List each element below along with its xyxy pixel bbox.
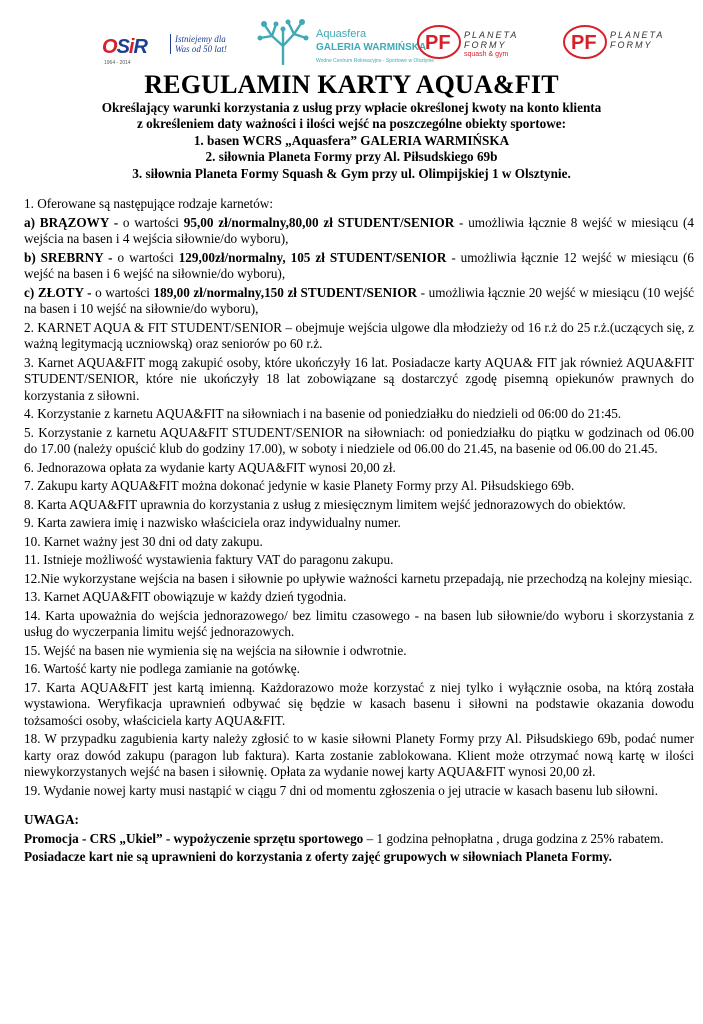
subtitle-line: 1. basen WCRS „Aquasfera” GALERIA WARMIŃSKA [193, 132, 510, 148]
uwaga-heading [24, 812, 694, 829]
rule-paragraph: 6. Jednorazowa opłata za wydanie karty AQUA&FIT wynosi 20,00 zł. [24, 459, 396, 475]
subtitle-line: z określeniem daty ważności i ilości wejść na poszczególne obiekty sportowe: [136, 116, 567, 132]
rule-paragraph: 9. Karta zawiera imię i nazwisko właściciela oraz indywidualny numer. [24, 515, 401, 530]
rule-paragraph: 11. Istnieje możliwość wystawienia faktury VAT do paragonu zakupu. [24, 552, 394, 567]
rule-paragraph: 14. Karta upoważnia do wejścia jednorazowego/ bez limitu czasowego - na basen lub siłownie/do wyboru i skorzystania z usług do wyczerpania limitu wejść jednorazowych. [24, 607, 694, 639]
rules-list [24, 320, 694, 800]
regulations-body [24, 196, 694, 868]
planeta-formy-squash-logo [416, 20, 536, 68]
rule-paragraph: 12.Nie wykorzystane wejścia na basen i siłownie po upływie ważności karnetu przepadają, nie przechodzą na kolejny miesiąc. [24, 570, 693, 586]
card-desc: - umożliwia łącznie 20 wejść w miesiącu (10 wejść na basen i 10 wejść na siłownie/do wyboru), [24, 284, 694, 316]
card-gold [24, 285, 694, 318]
osir-logo [102, 34, 227, 66]
aquasfera-line2: GALERIA WARMIŃSKA [316, 42, 427, 53]
subtitle-line: 2. siłownia Planeta Formy przy Al. Piłsudskiego 69b [205, 149, 498, 165]
uwaga-section [24, 812, 694, 866]
card-desc: - umożliwia łącznie 8 wejść w miesiącu (4 wejścia na basen i 4 wejścia siłownie/do wyboru), [24, 214, 694, 246]
card-silver [24, 250, 694, 283]
rule-paragraph: 3. Karnet AQUA&FIT mogą zakupić osoby, które ukończyły 16 lat. Posiadacze karty AQUA& FIT jak również AQUA&FIT STUDENT/SENIOR, które nie ukończyły 18 lat zobowiązane są dostarczyć zgodę pisemną opiekunów prawnych do korzystania z siłowni. [24, 354, 694, 403]
card-price: 129,00zł/normalny, 105 zł STUDENT/SENIOR [178, 249, 447, 265]
note-paragraph [24, 849, 694, 866]
aquasfera-name [316, 28, 426, 54]
coral-tree-icon [254, 16, 312, 66]
card-label: c) ZŁOTY - [24, 284, 92, 300]
logo-bar [96, 14, 676, 74]
document-subtitle [40, 100, 663, 182]
card-pre: o wartości [91, 284, 154, 300]
note-text: Posiadacze kart nie są uprawnieni do korzystania z oferty zajęć grupowych w siłowniach Planeta Formy. [24, 849, 612, 864]
rule-paragraph: 2. KARNET AQUA & FIT STUDENT/SENIOR – obejmuje wejścia ulgowe dla młodzieży od 16 r.ż do 25 r.ż.(uczących się, z ważną legitymacją uczniowską) oraz seniorów po 60 r.ż. [24, 319, 694, 351]
rule-paragraph: 19. Wydanie nowej karty musi nastąpić w ciągu 7 dni od momentu zgłoszenia o jej utracie w kasach basenu lub siłowni. [24, 782, 659, 798]
rule-paragraph: 7. Zakupu karty AQUA&FIT można dokonać jedynie w kasie Planety Formy przy Al. Piłsudskiego 69b. [24, 478, 575, 493]
promo-bold: Promocja - CRS „Ukiel” - wypożyczenie sprzętu sportowego [24, 830, 364, 846]
promo-rest: – 1 godzina pełnopłatna , druga godzina z 25% rabatem. [363, 830, 664, 846]
pf1-line2: FORMY [464, 40, 507, 50]
aquasfera-sub: Wodne Centrum Rekreacyjno - Sportowe w Olsztynie [316, 58, 435, 64]
card-pre: o wartości [118, 214, 184, 230]
rule-paragraph: 18. W przypadku zagubienia karty należy zgłosić to w kasie siłowni Planety Formy przy Al. Piłsudskiego 69b, podać numer karty oraz dowód zakupu (paragon lub faktura). Karta zostanie zablokowana. Klient może otrzymać nową kartę w ilości niewykorzystanych wejść na basen i siłownię. Opłata za wydanie nowej karty AQUA&FIT wynosi 20,00 zł. [24, 731, 694, 779]
osir-slogan: Istniejemy dla Was od 50 lat! [170, 34, 239, 54]
rule-paragraph: 5. Korzystanie z karnetu AQUA&FIT STUDENT/SENIOR na siłowniach: od poniedziałku do piątku w godzinach od 06.00 do 17.00 (należy opuścić klub do godziny 17.00), w soboty i niedziele od 06.00 do 21.45, na basenie od 06.00 do 21.45. [24, 424, 694, 456]
intro-paragraph: 1. Oferowane są następujące rodzaje karnetów: [24, 196, 273, 211]
subtitle-line: Określający warunki korzystania z usług przy wpłacie określonej kwoty na konto klienta [101, 100, 602, 115]
card-desc: - umożliwia łącznie 12 wejść w miesiącu (6 wejść na basen i 6 wejść na siłownie/do wyboru), [24, 249, 694, 281]
pf1-name [464, 30, 518, 50]
pf1-line1: PLANETA [464, 30, 519, 40]
svg-text:PF: PF [571, 32, 597, 54]
rule-paragraph: 17. Karta AQUA&FIT jest kartą imienną. Każdorazowo może korzystać z niej tylko i wyłącznie osoba, na którą została wystawiona. Weryfikacja uprawnień odbywać się będzie w kasach basenu i siłowni na podstawie okazania dowodu tożsamości osoby, właściciela karty AQUA&FIT. [24, 679, 694, 728]
rule-paragraph: 8. Karta AQUA&FIT uprawnia do korzystania z usług z miesięcznym limitem wejść jednorazowych do obiektów. [24, 496, 626, 512]
card-price: 189,00 zł/normalny,150 zł STUDENT/SENIOR [153, 284, 418, 300]
card-bronze [24, 215, 694, 248]
document-title: REGULAMIN KARTY AQUA&FIT [144, 70, 559, 99]
pf-mark-icon [562, 22, 608, 62]
pf1-sub: squash & gym [464, 51, 509, 58]
card-pre: o wartości [112, 249, 179, 265]
promo-paragraph [24, 831, 694, 848]
uwaga-heading-text: UWAGA: [24, 812, 79, 827]
pf2-line2: FORMY [610, 40, 653, 50]
subtitle-line: 3. siłownia Planeta Formy Squash & Gym przy ul. Olimpijskiej 1 w Olsztynie. [132, 165, 571, 181]
osir-years: 1964 - 2014 [104, 60, 131, 66]
rule-paragraph: 13. Karnet AQUA&FIT obowiązuje w każdy dzień tygodnia. [24, 589, 347, 604]
card-label: b) SREBRNY - [24, 249, 113, 265]
card-label: a) BRĄZOWY - [24, 214, 119, 230]
planeta-formy-logo [562, 20, 682, 68]
aquasfera-line1: Aquasfera [316, 28, 367, 40]
osir-wordmark: OSiR [102, 36, 147, 58]
pf2-name [610, 30, 664, 50]
pf-mark-icon [416, 22, 462, 62]
pf2-line1: PLANETA [610, 30, 665, 40]
card-price: 95,00 zł/normalny,80,00 zł STUDENT/SENIOR [183, 214, 455, 230]
rule-paragraph: 4. Korzystanie z karnetu AQUA&FIT na siłowniach i na basenie od poniedziałku do niedzieli od 06:00 do 21:45. [24, 406, 622, 421]
rule-paragraph: 15. Wejść na basen nie wymienia się na wejścia na siłownie i odwrotnie. [24, 642, 407, 658]
rule-paragraph: 16. Wartość karty nie podlega zamianie na gotówkę. [24, 661, 300, 676]
svg-text:PF: PF [425, 32, 451, 54]
rule-paragraph: 10. Karnet ważny jest 30 dni od daty zakupu. [24, 533, 263, 549]
